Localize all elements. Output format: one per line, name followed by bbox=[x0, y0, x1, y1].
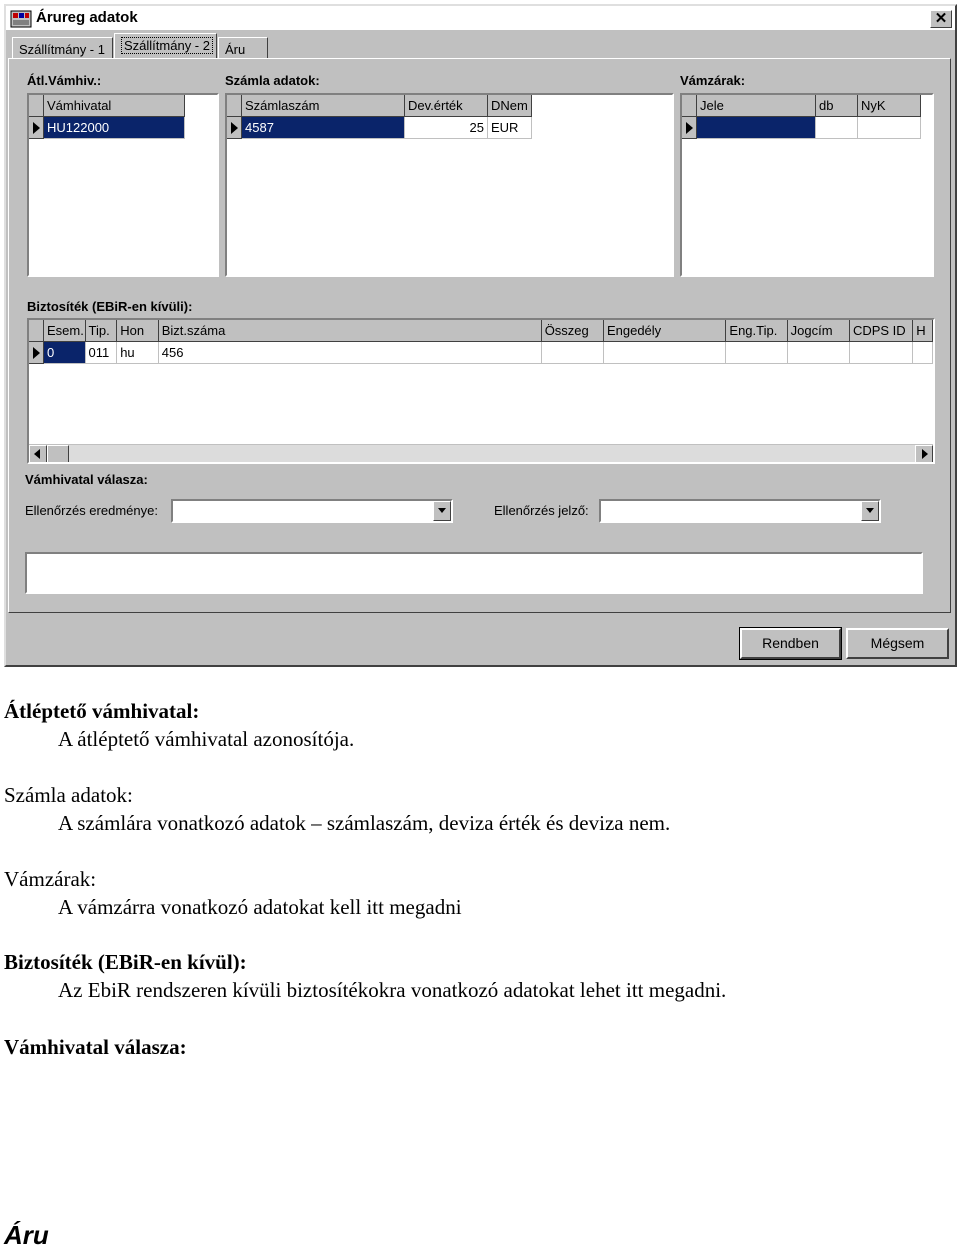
cell-nyk[interactable] bbox=[858, 117, 921, 139]
column-header-esem[interactable]: Esem. bbox=[44, 320, 86, 342]
column-header-jele[interactable]: Jele bbox=[697, 95, 816, 117]
doc-heading-atlepteto: Átléptető vámhivatal: bbox=[4, 699, 200, 723]
arrow-right-icon bbox=[231, 122, 238, 134]
scroll-thumb[interactable] bbox=[47, 445, 69, 463]
current-row-indicator bbox=[682, 117, 697, 139]
tab-aru[interactable] bbox=[218, 37, 268, 59]
cancel-button-label: Mégsem bbox=[870, 635, 925, 651]
dropdown-button[interactable] bbox=[861, 501, 879, 521]
doc-heading-valasz: Vámhivatal válasza: bbox=[4, 1035, 187, 1059]
cancel-button[interactable] bbox=[846, 628, 949, 659]
tab-szallitmany-1[interactable] bbox=[12, 37, 113, 59]
column-header-h[interactable]: H bbox=[913, 320, 933, 342]
tab-label: Áru bbox=[225, 42, 246, 57]
scroll-left-button[interactable] bbox=[29, 445, 47, 463]
cell-h[interactable] bbox=[913, 342, 933, 364]
close-icon: ✕ bbox=[934, 10, 948, 27]
cell-dnem[interactable]: EUR bbox=[488, 117, 532, 139]
doc-heading-biztositek: Biztosíték (EBiR-en kívül): bbox=[4, 950, 247, 974]
column-header-dev-ertek[interactable]: Dev.érték bbox=[405, 95, 488, 117]
cell-jogcim[interactable] bbox=[788, 342, 850, 364]
doc-text-biztositek: Az EbiR rendszeren kívüli biztosítékokra vonatkozó adatokat lehet itt megadni. bbox=[58, 978, 727, 1002]
column-header-cdps-id[interactable]: CDPS ID bbox=[850, 320, 913, 342]
column-header-bizt-szama[interactable]: Bizt.száma bbox=[159, 320, 542, 342]
scroll-right-button[interactable] bbox=[915, 445, 933, 463]
column-header-vamhivatal[interactable]: Vámhivatal bbox=[44, 95, 185, 117]
arrow-right-icon bbox=[33, 122, 40, 134]
grid-header bbox=[29, 95, 217, 117]
cell-hon[interactable]: hu bbox=[117, 342, 159, 364]
vamzarak-label: Vámzárak: bbox=[680, 73, 746, 88]
cell-dev-ertek[interactable]: 25 bbox=[405, 117, 488, 139]
vamzarak-grid[interactable] bbox=[680, 93, 934, 277]
eredmeny-dropdown[interactable] bbox=[171, 499, 453, 523]
column-header-jogcim[interactable]: Jogcím bbox=[788, 320, 850, 342]
column-header-nyk[interactable]: NyK bbox=[858, 95, 921, 117]
ok-button[interactable] bbox=[740, 628, 841, 659]
column-header-hon[interactable]: Hon bbox=[117, 320, 159, 342]
current-row-indicator bbox=[227, 117, 242, 139]
column-header-osszeg[interactable]: Összeg bbox=[542, 320, 604, 342]
tab-page bbox=[8, 58, 951, 613]
cell-vamhivatal[interactable]: HU122000 bbox=[44, 117, 185, 139]
row-indicator bbox=[227, 95, 242, 117]
table-row[interactable] bbox=[227, 117, 672, 139]
grid-header bbox=[29, 320, 933, 342]
cell-osszeg[interactable] bbox=[542, 342, 604, 364]
cell-db[interactable] bbox=[816, 117, 858, 139]
jelzo-dropdown[interactable] bbox=[599, 499, 881, 523]
column-header-szamlaszam[interactable]: Számlaszám bbox=[242, 95, 405, 117]
arrow-right-icon bbox=[922, 449, 928, 459]
window-title: Árureg adatok bbox=[36, 9, 138, 26]
current-row-indicator bbox=[29, 117, 44, 139]
doc-text-vamzarak: A vámzárra vonatkozó adatokat kell itt megadni bbox=[58, 895, 462, 919]
ok-button-label: Rendben bbox=[762, 635, 819, 651]
chevron-down-icon bbox=[866, 508, 874, 513]
cell-jele[interactable] bbox=[697, 117, 816, 139]
arrow-right-icon bbox=[33, 347, 40, 359]
cell-cdps-id[interactable] bbox=[850, 342, 913, 364]
cell-eng-tip[interactable] bbox=[726, 342, 787, 364]
cell-szamlaszam[interactable]: 4587 bbox=[242, 117, 405, 139]
arrow-right-icon bbox=[686, 122, 693, 134]
current-row-indicator bbox=[29, 342, 44, 364]
column-header-tip[interactable]: Tip. bbox=[86, 320, 118, 342]
table-row[interactable] bbox=[29, 117, 217, 139]
atl-vamhiv-grid[interactable] bbox=[27, 93, 219, 277]
app-icon[interactable] bbox=[10, 10, 32, 28]
column-header-eng-tip[interactable]: Eng.Tip. bbox=[726, 320, 787, 342]
horizontal-scrollbar[interactable] bbox=[29, 444, 933, 462]
arrow-left-icon bbox=[34, 449, 40, 459]
doc-heading-vamzarak: Vámzárak: bbox=[4, 867, 97, 891]
doc-heading-aru: Áru bbox=[4, 1220, 49, 1250]
valasz-label: Vámhivatal válasza: bbox=[25, 472, 148, 487]
grid-header bbox=[682, 95, 932, 117]
table-row[interactable] bbox=[682, 117, 932, 139]
column-header-dnem[interactable]: DNem bbox=[488, 95, 532, 117]
tab-szallitmany-2[interactable] bbox=[114, 33, 217, 58]
close-button[interactable] bbox=[930, 10, 952, 28]
chevron-down-icon bbox=[438, 508, 446, 513]
biztositek-label: Biztosíték (EBiR-en kívüli): bbox=[27, 299, 193, 314]
dropdown-button[interactable] bbox=[433, 501, 451, 521]
doc-text-szamla: A számlára vonatkozó adatok – számlaszám, deviza érték és deviza nem. bbox=[58, 811, 671, 835]
valasz-memo[interactable] bbox=[25, 552, 923, 594]
column-header-engedely[interactable]: Engedély bbox=[604, 320, 726, 342]
szamla-label: Számla adatok: bbox=[225, 73, 320, 88]
biztositek-grid[interactable] bbox=[27, 318, 935, 464]
row-indicator bbox=[682, 95, 697, 117]
eredmeny-label: Ellenőrzés eredménye: bbox=[25, 503, 158, 518]
cell-engedely[interactable] bbox=[604, 342, 726, 364]
tab-label: Szállítmány - 2 bbox=[121, 37, 213, 54]
cell-bizt-szama[interactable]: 456 bbox=[159, 342, 542, 364]
atl-vamhiv-label: Átl.Vámhiv.: bbox=[27, 73, 102, 88]
title-bar[interactable] bbox=[6, 6, 955, 30]
column-header-db[interactable]: db bbox=[816, 95, 858, 117]
tab-label: Szállítmány - 1 bbox=[19, 42, 105, 57]
doc-heading-szamla: Számla adatok: bbox=[4, 783, 133, 807]
szamla-grid[interactable] bbox=[225, 93, 674, 277]
row-indicator bbox=[29, 95, 44, 117]
grid-header bbox=[227, 95, 672, 117]
jelzo-label: Ellenőrzés jelző: bbox=[494, 503, 589, 518]
cell-tip[interactable]: 011 bbox=[86, 342, 118, 364]
cell-esem[interactable]: 0 bbox=[44, 342, 86, 364]
table-row[interactable] bbox=[29, 342, 933, 364]
row-indicator bbox=[29, 320, 44, 342]
dialog-window bbox=[4, 4, 957, 667]
doc-text-atlepteto: A átléptető vámhivatal azonosítója. bbox=[58, 727, 355, 751]
